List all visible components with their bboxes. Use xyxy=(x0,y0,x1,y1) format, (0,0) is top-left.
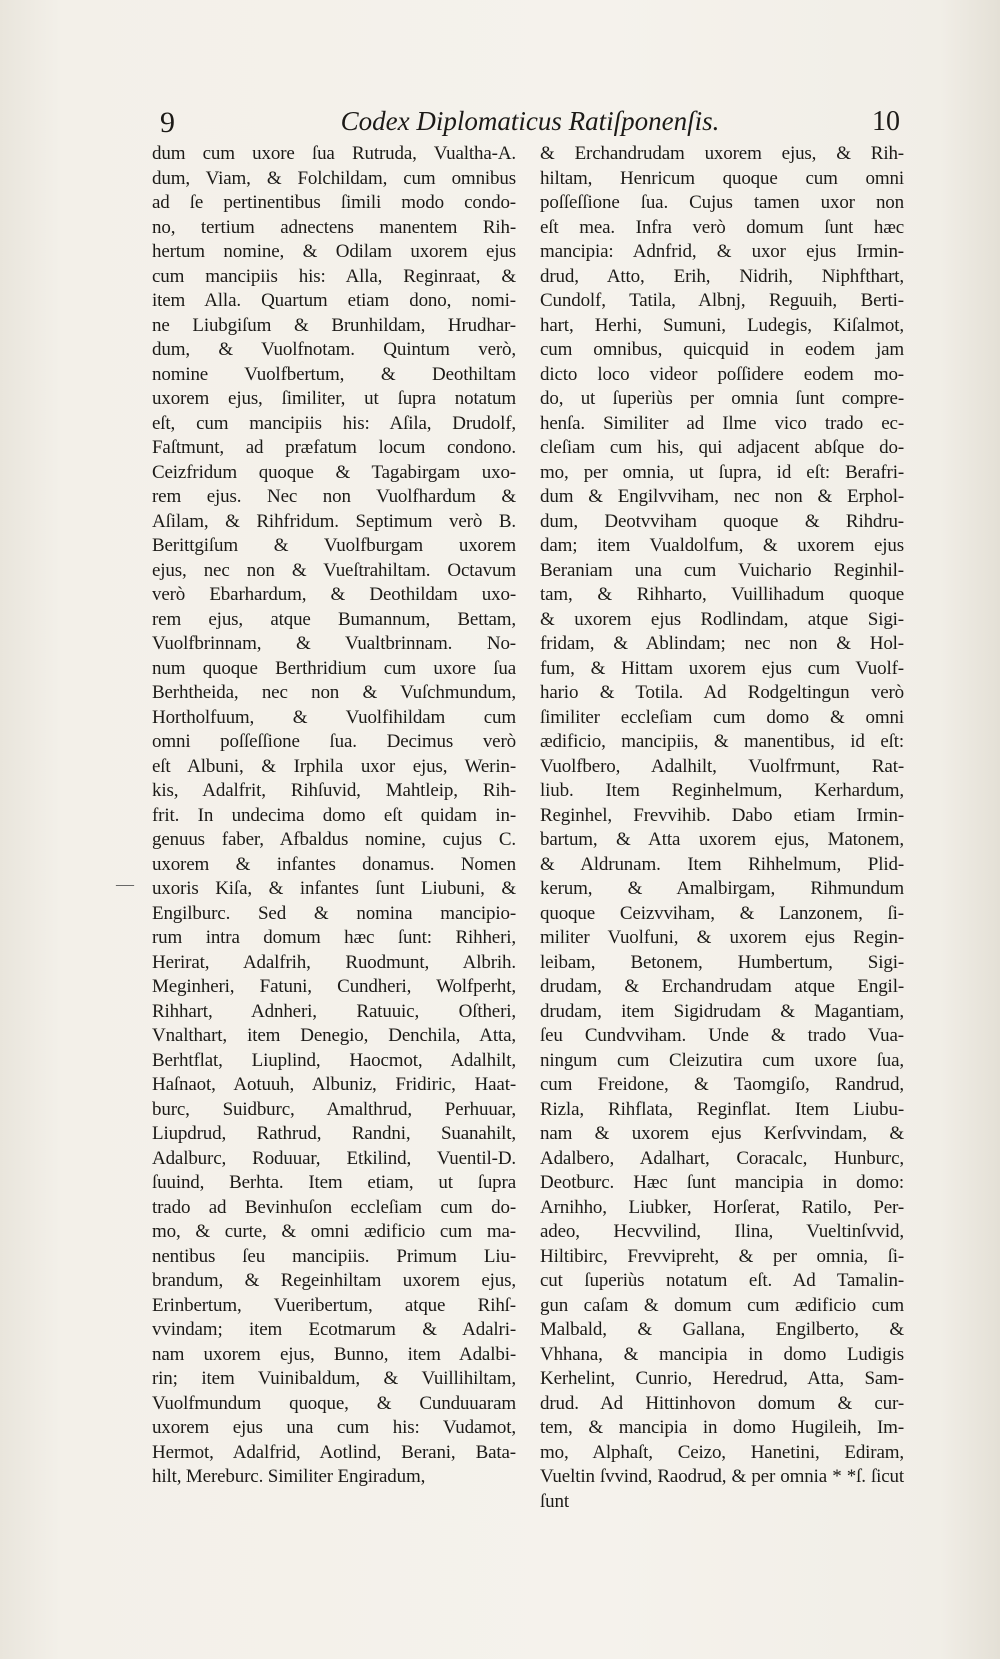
text-line: ſunt xyxy=(540,1490,569,1512)
text-line: uxorem ejus, ſimiliter, ut ſupra notatum xyxy=(152,388,516,409)
text-line: nam & uxorem ejus Kerſvvindam, & xyxy=(540,1123,904,1144)
text-line: Vuolfmundum quoque, & Cunduuaram xyxy=(152,1392,516,1414)
text-line: Vhhana, & mancipia in domo Ludigis xyxy=(540,1343,904,1365)
text-line: Reginhel, Frevvihib. Dabo etiam Irmin- xyxy=(540,804,904,826)
text-line: dum, & Vuolfnotam. Quintum verò, xyxy=(152,339,516,360)
text-line: Vnalthart, item Denegio, Denchila, Atta, xyxy=(152,1025,516,1046)
text-line: rem ejus, atque Bumannum, Bettam, xyxy=(152,608,516,630)
text-line: Herirat, Adalfrih, Ruodmunt, Albrih. xyxy=(152,951,516,973)
text-line: cum Freidone, & Taomgiſo, Randrud, xyxy=(540,1074,904,1095)
text-line: nomine Vuolfbertum, & Deothiltam xyxy=(152,363,516,385)
text-line: dicto loco videor poſſidere eodem mo- xyxy=(540,363,904,385)
text-line: verò Ebarhardum, & Deothildam uxo- xyxy=(152,584,516,605)
text-line: burc, Suidburc, Amalthrud, Perhuuar, xyxy=(152,1098,516,1120)
text-line: Vuolfbero, Adalhilt, Vuolfrmunt, Rat- xyxy=(540,755,904,777)
text-line: drudam, & Erchandrudam atque Engil- xyxy=(540,976,904,997)
text-line: rin; item Vuinibaldum, & Vuillihiltam, xyxy=(152,1368,516,1389)
text-line: uxorem & infantes donamus. Nomen xyxy=(152,853,516,875)
text-line: kis, Adalfrit, Rihſuvid, Mahtleip, Rih- xyxy=(152,780,516,801)
text-line: militer Vuolfuni, & uxorem ejus Regin- xyxy=(540,927,904,948)
text-line: Adalburc, Roduuar, Etkilind, Vuentil-D. xyxy=(152,1147,516,1169)
text-line: brandum, & Regeinhiltam uxorem ejus, xyxy=(152,1270,516,1291)
text-line: drudam, item Sigidrudam & Magantiam, xyxy=(540,1000,904,1022)
text-line: cum omnibus, quicquid in eodem jam xyxy=(540,339,904,360)
text-line: num quoque Berthridium cum uxore ſua xyxy=(152,657,516,679)
text-line: mo, & curte, & omni ædificio cum ma- xyxy=(152,1221,516,1242)
text-line: Rizla, Rihflata, Reginflat. Item Liubu- xyxy=(540,1098,904,1120)
text-line: tem, & mancipia in domo Hugileih, Im- xyxy=(540,1417,904,1438)
text-line: & Erchandrudam uxorem ejus, & Rih- xyxy=(540,143,904,164)
text-line: trado ad Bevinhuſon eccleſiam cum do- xyxy=(152,1196,516,1218)
text-line: quoque Ceizvviham, & Lanzonem, ſi- xyxy=(540,902,904,924)
text-line: nentibus ſeu mancipiis. Primum Liu- xyxy=(152,1245,516,1267)
text-line: poſſeſſione ſua. Cujus tamen uxor non xyxy=(540,192,904,213)
text-line: drud. Ad Hittinhovon domum & cur- xyxy=(540,1392,904,1414)
page-number-left: 9 xyxy=(160,106,175,139)
text-line: item Alla. Quartum etiam dono, nomi- xyxy=(152,290,516,311)
text-line: ſuuind, Berhta. Item etiam, ut ſupra xyxy=(152,1172,516,1193)
text-line: Kerhelint, Cunrio, Heredrud, Atta, Sam- xyxy=(540,1368,904,1389)
text-line: do, ut ſuperiùs per omnia ſunt compre- xyxy=(540,388,904,409)
text-line: Deotburc. Hæc ſunt mancipia in domo: xyxy=(540,1172,904,1193)
text-line: ad ſe pertinentibus ſimili modo condo- xyxy=(152,192,516,213)
text-line: tam, & Rihharto, Vuillihadum quoque xyxy=(540,584,904,605)
text-line: bartum, & Atta uxorem ejus, Matonem, xyxy=(540,829,904,850)
text-line: mo, per omnia, ut ſupra, id eſt: Berafri- xyxy=(540,461,904,483)
text-line: no, tertium adnectens manentem Rih- xyxy=(152,216,516,238)
left-column xyxy=(152,142,516,1514)
text-line: eſt mea. Infra verò domum ſunt hæc xyxy=(540,216,904,238)
text-line: Rihhart, Adnheri, Ratuuic, Oſtheri, xyxy=(152,1000,516,1022)
text-line: Vuolfbrinnam, & Vualtbrinnam. No- xyxy=(152,633,516,654)
text-line: ne Liubgiſum & Brunhildam, Hrudhar- xyxy=(152,314,516,336)
text-line: dam; item Vualdolfum, & uxorem ejus xyxy=(540,535,904,556)
text-line: & Aldrunam. Item Rihhelmum, Plid- xyxy=(540,853,904,875)
text-line: Berhtflat, Liuplind, Haocmot, Adalhilt, xyxy=(152,1049,516,1071)
text-line: drud, Atto, Erih, Nidrih, Niphfthart, xyxy=(540,265,904,287)
text-line: hario & Totila. Ad Rodgeltingun verò xyxy=(540,682,904,703)
text-columns xyxy=(152,142,904,1514)
text-line: Cundolf, Tatila, Albnj, Reguuih, Berti- xyxy=(540,290,904,311)
text-line: eſt Albuni, & Irphila uxor ejus, Werin- xyxy=(152,755,516,777)
text-line: ningum cum Cleizutira cum uxore ſua, xyxy=(540,1049,904,1071)
text-line: dum cum uxore ſua Rutruda, Vualtha-A. xyxy=(152,143,516,164)
text-line: fum, & Hittam uxorem ejus cum Vuolf- xyxy=(540,657,904,679)
text-line: vvindam; item Ecotmarum & Adalri- xyxy=(152,1319,516,1340)
text-line: Malbald, & Gallana, Engilberto, & xyxy=(540,1319,904,1340)
text-line: Beraniam una cum Vuichario Reginhil- xyxy=(540,559,904,581)
text-line: hart, Herhi, Sumuni, Ludegis, Kiſalmot, xyxy=(540,314,904,336)
text-line: dum, Deotvviham quoque & Rihdru- xyxy=(540,510,904,532)
text-line: genuus faber, Afbaldus nomine, cujus C. xyxy=(152,829,516,850)
text-line: kerum, & Amalbirgam, Rihmundum xyxy=(540,878,904,899)
text-line: ejus, nec non & Vueſtrahiltam. Octavum xyxy=(152,559,516,581)
text-line: Meginheri, Fatuni, Cundheri, Wolfperht, xyxy=(152,976,516,997)
text-line: adeo, Hecvvilind, Ilina, Vueltinſvvid, xyxy=(540,1221,904,1242)
page-header xyxy=(160,100,900,140)
text-line: rum intra domum hæc ſunt: Rihheri, xyxy=(152,927,516,948)
margin-mark: — xyxy=(116,874,134,894)
text-line: rem ejus. Nec non Vuolfhardum & xyxy=(152,486,516,507)
text-line: Berittgiſum & Vuolfburgam uxorem xyxy=(152,535,516,556)
text-line: nam uxorem ejus, Bunno, item Adalbi- xyxy=(152,1343,516,1365)
text-line: Haſnaot, Aotuuh, Albuniz, Fridiric, Haat- xyxy=(152,1074,516,1095)
text-line: Engilburc. Sed & nomina mancipio- xyxy=(152,902,516,924)
text-line: Arnihho, Liubker, Horſerat, Ratilo, Per- xyxy=(540,1196,904,1218)
text-line: leibam, Betonem, Humbertum, Sigi- xyxy=(540,951,904,973)
text-line: hiltam, Henricum quoque cum omni xyxy=(540,167,904,189)
text-line: Liupdrud, Rathrud, Randni, Suanahilt, xyxy=(152,1123,516,1144)
text-line: Faſtmunt, ad præfatum locum condono. xyxy=(152,437,516,458)
text-line: cum mancipiis his: Alla, Reginraat, & xyxy=(152,265,516,287)
text-line: hertum nomine, & Odilam uxorem ejus xyxy=(152,241,516,262)
text-line: ſimiliter eccleſiam cum domo & omni xyxy=(540,706,904,728)
page-number-right: 10 xyxy=(872,106,900,137)
text-line: fridam, & Ablindam; nec non & Hol- xyxy=(540,633,904,654)
text-line: ædificio, mancipiis, & manentibus, id eſt: xyxy=(540,731,904,752)
text-line: Ceizfridum quoque & Tagabirgam uxo- xyxy=(152,461,516,483)
text-line: dum & Engilvviham, nec non & Erphol- xyxy=(540,486,904,507)
text-line: Hermot, Adalfrid, Aotlind, Berani, Bata- xyxy=(152,1441,516,1463)
text-line: eſt, cum mancipiis his: Aſila, Drudolf, xyxy=(152,412,516,434)
text-line: Berhtheida, nec non & Vuſchmundum, xyxy=(152,682,516,703)
text-line: uxorem ejus una cum his: Vudamot, xyxy=(152,1417,516,1438)
text-line: dum, Viam, & Folchildam, cum omnibus xyxy=(152,167,516,189)
right-column xyxy=(540,142,904,1514)
text-line: Hortholfuum, & Vuolfihildam cum xyxy=(152,706,516,728)
text-line: cut ſuperiùs notatum eſt. Ad Tamalin- xyxy=(540,1270,904,1291)
text-line: Hiltibirc, Frevvipreht, & per omnia, ſi- xyxy=(540,1245,904,1267)
text-line: mo, Alphaſt, Ceizo, Hanetini, Ediram, xyxy=(540,1441,904,1463)
text-line: & uxorem ejus Rodlindam, atque Sigi- xyxy=(540,608,904,630)
text-line: Erinbertum, Vueribertum, atque Rihſ- xyxy=(152,1294,516,1316)
text-line: Aſilam, & Rihfridum. Septimum verò B. xyxy=(152,510,516,532)
running-title: Codex Diplomaticus Ratiſponenſis. xyxy=(340,106,720,136)
text-line: Adalbero, Adalhart, Coracalc, Hunburc, xyxy=(540,1147,904,1169)
text-line: mancipia: Adnfrid, & uxor ejus Irmin- xyxy=(540,241,904,262)
text-line: liub. Item Reginhelmum, Kerhardum, xyxy=(540,780,904,801)
text-line: cleſiam cum his, qui adjacent abſque do- xyxy=(540,437,904,458)
text-line: ſeu Cundvviham. Unde & trado Vua- xyxy=(540,1025,904,1046)
text-line: omni poſſeſſione ſua. Decimus verò xyxy=(152,731,516,752)
text-line: hilt, Mereburc. Similiter Engiradum, xyxy=(152,1466,426,1487)
text-line: Vueltin ſvvind, Raodrud, & per omnia * *ſ. ſicut xyxy=(540,1466,904,1487)
text-line: gun caſam & domum cum ædificio cum xyxy=(540,1294,904,1316)
text-line: uxoris Kiſa, & infantes ſunt Liubuni, & xyxy=(152,878,516,899)
text-line: henſa. Similiter ad Ilme vico trado ec- xyxy=(540,412,904,434)
text-line: frit. In undecima domo eſt quidam in- xyxy=(152,804,516,826)
